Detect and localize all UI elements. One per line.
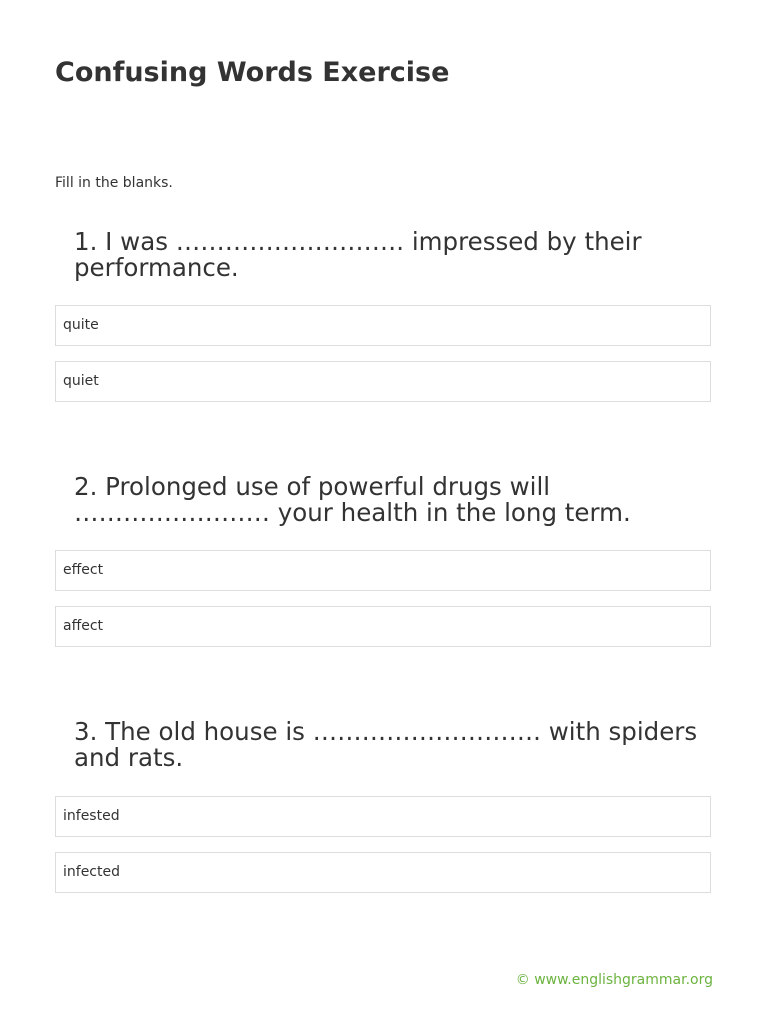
footer-copyright: © www.englishgrammar.org: [515, 972, 713, 988]
question-1: [55, 227, 713, 389]
question-text: 3. The old house is ………………………. with spiders and rats.: [74, 717, 698, 772]
answer-option-infested[interactable]: infested: [55, 796, 711, 837]
answer-option-affect[interactable]: affect: [55, 606, 711, 647]
answer-option-effect[interactable]: effect: [55, 550, 711, 591]
question-3: [55, 717, 713, 880]
question-text: 2. Prolonged use of powerful drugs will …………………… your health in the long term.: [74, 472, 631, 527]
page-title: Confusing Words Exercise: [55, 57, 450, 88]
question-2: [55, 472, 713, 634]
answer-option-quiet[interactable]: quiet: [55, 361, 711, 402]
instruction-text: Fill in the blanks.: [55, 175, 173, 191]
question-text: 1. I was ………………………. impressed by their performance.: [74, 227, 642, 282]
answer-option-quite[interactable]: quite: [55, 305, 711, 346]
answer-option-infected[interactable]: infected: [55, 852, 711, 893]
